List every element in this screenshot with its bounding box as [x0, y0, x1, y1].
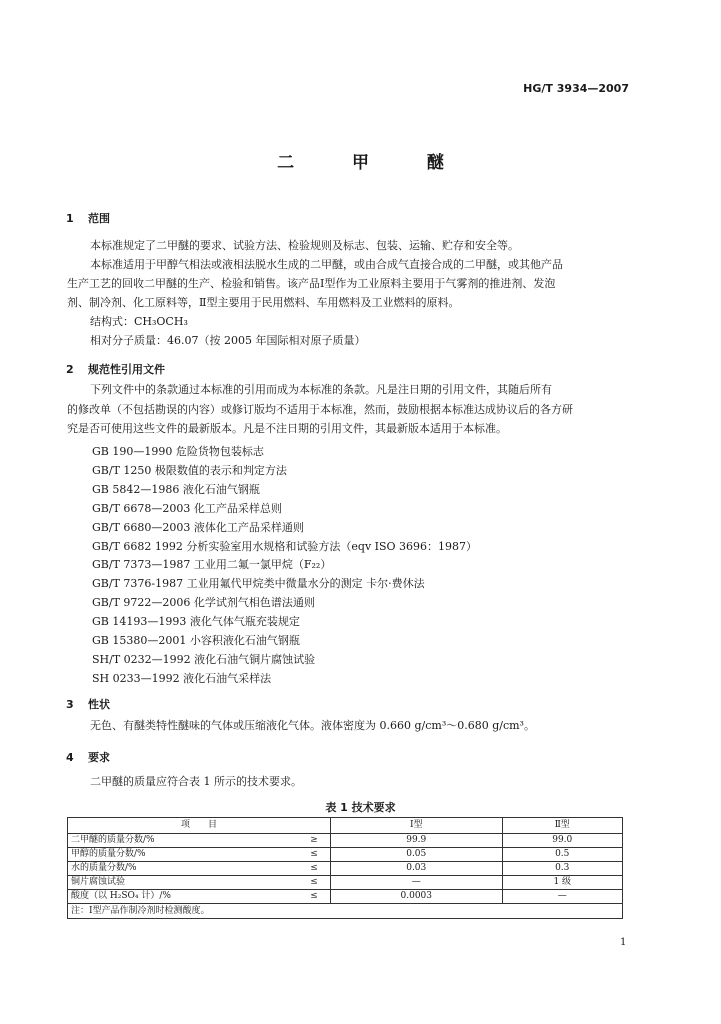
reference-item: GB 190—1990 危险货物包装标志 [92, 445, 264, 458]
page-number: 1 [620, 937, 627, 948]
section-title: 规范性引用文件 [88, 363, 165, 376]
reference-item: GB 15380—2001 小容积液化石油气钢瓶 [92, 634, 300, 647]
item-cell: 酸度（以 H₂SO₄ 计）/% [68, 890, 299, 904]
item-cell: 二甲醚的质量分数/% [68, 834, 299, 848]
table-row [68, 862, 623, 876]
document-title: 二 甲 醚 [277, 153, 470, 173]
column-header: Ⅱ型 [502, 818, 623, 834]
operator-cell: ≤ [298, 876, 331, 890]
operator-cell: ≤ [298, 890, 331, 904]
reference-item: GB/T 6682 1992 分析实验室用水规格和试验方法（eqv ISO 3696：1987） [92, 540, 478, 553]
section-number: 4 [66, 751, 74, 764]
operator-cell: ≥ [298, 834, 331, 848]
section-title: 性状 [88, 698, 110, 711]
reference-item: GB/T 7376-1987 工业用氟代甲烷类中微量水分的测定 卡尔·费休法 [92, 577, 425, 590]
table-row [68, 834, 623, 848]
table-row [68, 848, 623, 862]
type-1-cell: 0.05 [331, 848, 503, 862]
paragraph: 的修改单（不包括勘误的内容）或修订版均不适用于本标准，然而，鼓励根据本标准达成协议后的各方研 [67, 403, 573, 416]
structural-formula: 结构式：CH₃OCH₃ [90, 315, 188, 328]
reference-item: GB/T 9722—2006 化学试剂气相色谱法通则 [92, 596, 315, 609]
type-1-cell: 99.9 [331, 834, 503, 848]
reference-item: GB 5842—1986 液化石油气钢瓶 [92, 483, 260, 496]
reference-item: SH/T 0232—1992 液化石油气铜片腐蚀试验 [92, 653, 316, 666]
type-1-cell: — [331, 876, 503, 890]
operator-cell: ≤ [298, 848, 331, 862]
table-caption: 表 1 技术要求 [325, 801, 396, 814]
table-header-row [68, 818, 623, 834]
section-2-heading [66, 361, 165, 377]
reference-item: GB/T 7373—1987 工业用二氟一氯甲烷（F₂₂） [92, 558, 332, 571]
paragraph: 生产工艺的回收二甲醚的生产、检验和销售。该产品Ⅰ型作为工业原料主要用于气雾剂的推进剂、发泡 [67, 277, 556, 290]
operator-cell: ≤ [298, 862, 331, 876]
item-cell: 甲醇的质量分数/% [68, 848, 299, 862]
section-3-heading [66, 696, 110, 712]
type-1-cell: 0.0003 [331, 890, 503, 904]
paragraph: 本标准规定了二甲醚的要求、试验方法、检验规则及标志、包装、运输、贮存和安全等。 [90, 239, 519, 252]
type-2-cell: 0.3 [502, 862, 623, 876]
reference-item: SH 0233—1992 液化石油气采样法 [92, 672, 272, 685]
reference-item: GB/T 6678—2003 化工产品采样总则 [92, 502, 282, 515]
reference-item: GB 14193—1993 液化气体气瓶充装规定 [92, 615, 300, 628]
molecular-mass: 相对分子质量：46.07（按 2005 年国际相对原子质量） [90, 334, 366, 347]
reference-item: GB/T 6680—2003 液体化工产品采样通则 [92, 521, 304, 534]
section-number: 3 [66, 698, 74, 711]
section-1-heading [66, 210, 110, 226]
type-2-cell: — [502, 890, 623, 904]
section-number: 1 [66, 212, 74, 225]
standard-number: HG/T 3934—2007 [523, 82, 629, 95]
type-2-cell: 0.5 [502, 848, 623, 862]
section-title: 范围 [88, 212, 110, 225]
table-row [68, 876, 623, 890]
type-2-cell: 1 级 [502, 876, 623, 890]
table-note-row [68, 904, 623, 919]
table-note: 注：Ⅰ型产品作制冷剂时检测酸度。 [68, 904, 623, 919]
section-title: 要求 [88, 751, 110, 764]
column-header: Ⅰ型 [331, 818, 503, 834]
technical-requirements-table [67, 817, 623, 919]
table-row [68, 890, 623, 904]
section-4-heading [66, 749, 110, 765]
type-2-cell: 99.0 [502, 834, 623, 848]
column-header: 项 目 [68, 818, 331, 834]
item-cell: 铜片腐蚀试验 [68, 876, 299, 890]
type-1-cell: 0.03 [331, 862, 503, 876]
paragraph: 究是否可使用这些文件的最新版本。凡是不注日期的引用文件，其最新版本适用于本标准。 [67, 422, 507, 435]
paragraph: 本标准适用于甲醇气相法或液相法脱水生成的二甲醚，或由合成气直接合成的二甲醚，或其他产品 [90, 258, 563, 271]
paragraph: 下列文件中的条款通过本标准的引用而成为本标准的条款。凡是注日期的引用文件，其随后所有 [90, 383, 552, 396]
section-number: 2 [66, 363, 74, 376]
item-cell: 水的质量分数/% [68, 862, 299, 876]
paragraph: 无色、有醚类特性醚味的气体或压缩液化气体。液体密度为 0.660 g/cm³～0.680 g/cm³。 [90, 719, 535, 732]
paragraph: 二甲醚的质量应符合表 1 所示的技术要求。 [90, 775, 302, 788]
paragraph: 剂、制冷剂、化工原料等，Ⅱ型主要用于民用燃料、车用燃料及工业燃料的原料。 [67, 296, 460, 309]
reference-item: GB/T 1250 极限数值的表示和判定方法 [92, 464, 287, 477]
